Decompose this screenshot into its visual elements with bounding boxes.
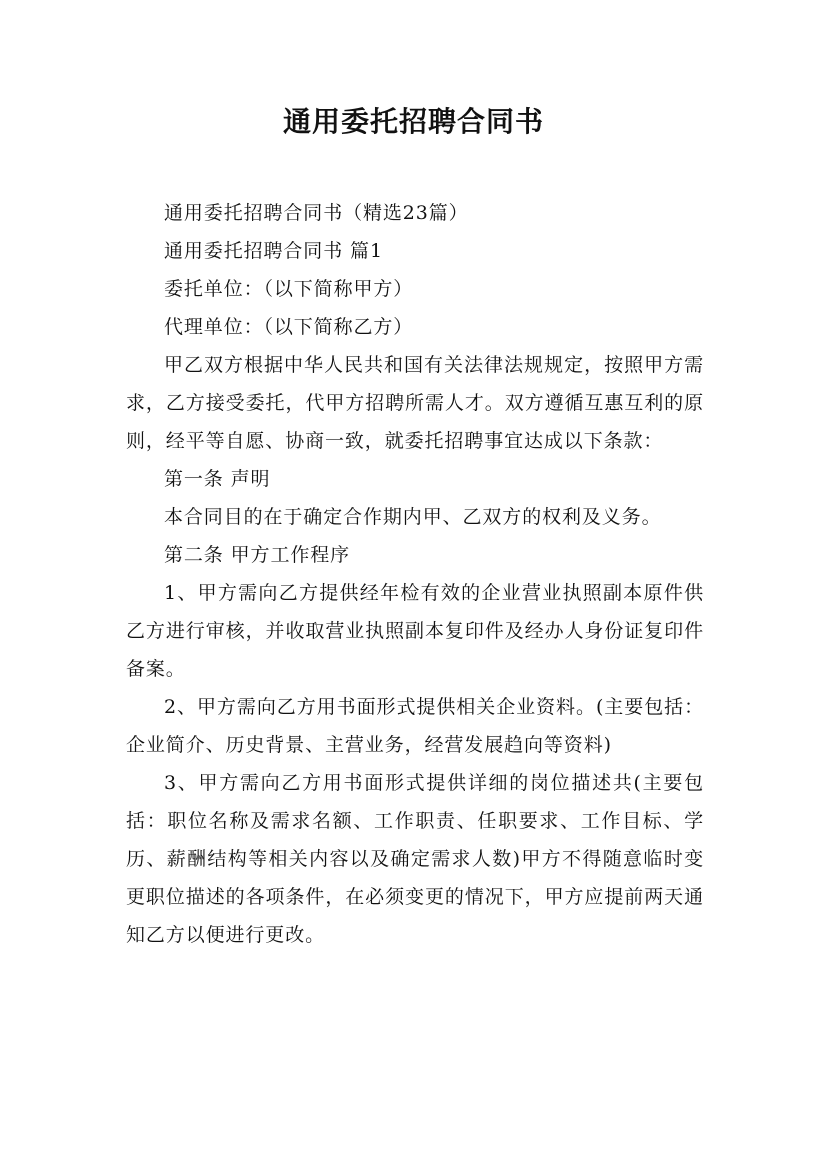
paragraph-subtitle: 通用委托招聘合同书（精选23篇）	[164, 202, 469, 224]
paragraph-preamble: 甲乙双方根据中华人民共和国有关法律法规规定，按照甲方需求，乙方接受委托，代甲方招聘所需人才。双方遵循互惠互利的原则，经平等自愿、协商一致，就委托招聘事宜达成以下条款：	[126, 354, 704, 452]
paragraph-section-heading: 通用委托招聘合同书 篇1	[164, 240, 383, 262]
document-title: 通用委托招聘合同书	[282, 105, 544, 138]
document-body	[126, 194, 704, 954]
article-2-item-1: 1、甲方需向乙方提供经年检有效的企业营业执照副本原件供乙方进行审核，并收取营业执照副本复印件及经办人身份证复印件备案。	[126, 582, 704, 680]
article-2-item-3: 3、甲方需向乙方用书面形式提供详细的岗位描述共(主要包括：职位名称及需求名额、工作职责、任职要求、工作目标、学历、薪酬结构等相关内容以及确定需求人数)甲方不得随意临时变更职位描述的各项条件，在必须变更的情况下，甲方应提前两天通知乙方以便进行更改。	[126, 772, 704, 946]
article-1-heading: 第一条 声明	[164, 468, 271, 490]
article-1-body: 本合同目的在于确定合作期内甲、乙双方的权利及义务。	[164, 506, 662, 528]
paragraph-agent-party: 代理单位：（以下简称乙方）	[164, 316, 414, 338]
paragraph-entrusting-party: 委托单位：（以下简称甲方）	[164, 278, 414, 300]
article-2-heading: 第二条 甲方工作程序	[164, 544, 351, 566]
article-2-item-2: 2、甲方需向乙方用书面形式提供相关企业资料。(主要包括：企业简介、历史背景、主营业务，经营发展趋向等资料)	[126, 696, 704, 756]
